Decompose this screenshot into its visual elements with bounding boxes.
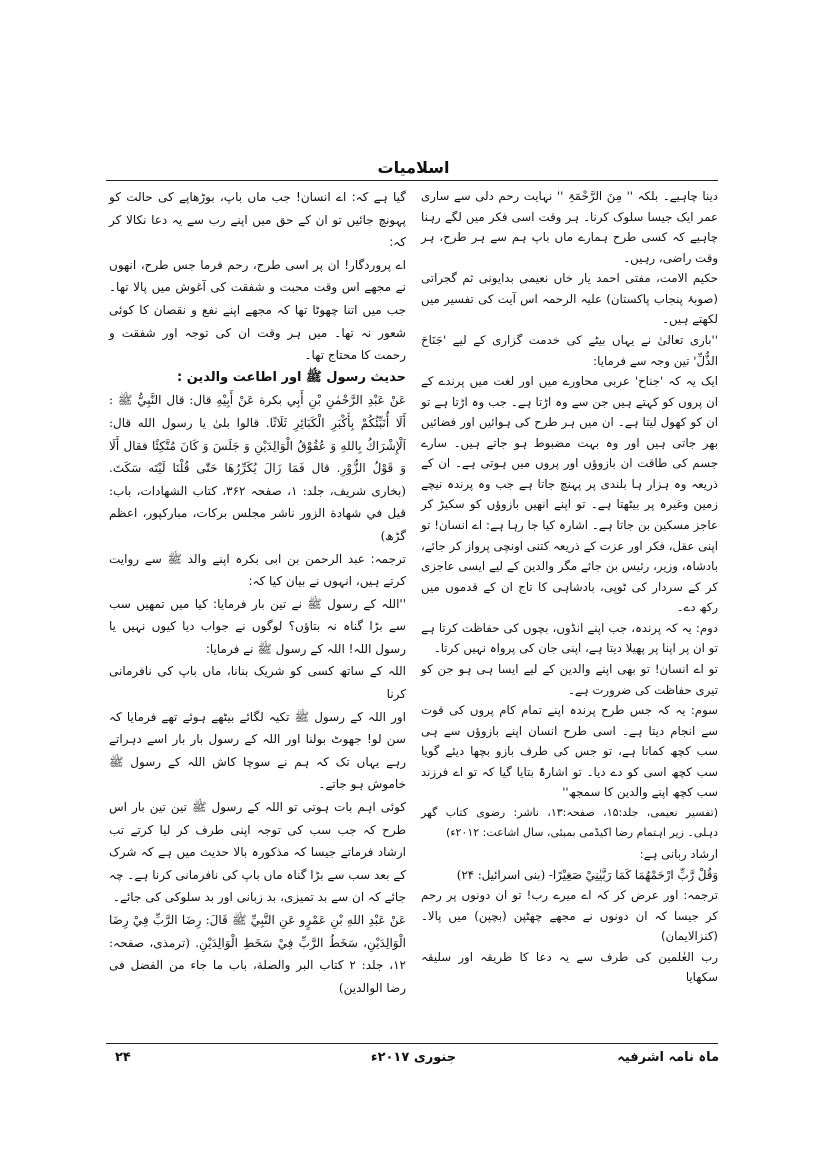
citation: (تفسیر نعیمی، جلد:۱۵، صفحہ:۱۳، ناشر: رضوی کتاب گھر دہلی۔ زیر اہتمام رضا اکیڈمی بمبئی، سال اشاعت: ۲۰۱۲ء)	[421, 805, 718, 840]
footer-rule	[106, 1043, 718, 1044]
page-number: ۲۴	[115, 1050, 131, 1065]
paragraph: اللہ کے ساتھ کسی کو شریک بنانا، ماں باپ کی نافرمانی کرنا	[109, 664, 406, 702]
paragraph: ارشاد ربانی ہے:	[639, 847, 718, 861]
paragraph: گیا ہے کہ: اے انسان! جب ماں باپ، بوڑھاپے کی حالت کو پہونچ جائیں تو ان کے حق میں اپنے رب سے یہ دعا نکالا کر کہ:	[109, 190, 406, 250]
section-title: اسلامیات	[377, 158, 450, 177]
paragraph: ترجمہ: اور عرض کر کہ اے میرے رب! تو ان دونوں پر رحم کر جیسا کہ ان دونوں نے مجھے چھٹپن (بچپن) میں پالا۔ (کنزالایمان)	[421, 888, 718, 944]
paragraph: رب العٰلمین کی طرف سے یہ دعا کا طریقہ اور سلیقہ سکھایا	[421, 949, 718, 985]
paragraph: ''اللہ کے رسول ﷺ نے تین بار فرمایا: کیا میں تمھیں سب سے بڑا گناہ نہ بتاؤں؟ لوگوں نے جواب دیا کیوں نہیں یا رسول اللہ! اللہ کے رسول ﷺ نے فرمایا:	[109, 596, 406, 656]
paragraph: حکیم الامت، مفتی احمد یار خاں نعیمی بدایونی ثم گجراتی (صوبۂ پنجاب پاکستان) علیہ الرحمہ اس آیت کی تفسیر میں لکھتے ہیں۔	[421, 271, 718, 327]
paragraph: ''باری تعالیٰ نے یہاں بیٹے کی خدمت گزاری کے لیے 'جَنَاحَ الذُّلِّ' تین وجہ سے فرمایا:	[421, 332, 718, 368]
quran-verse: وَقُلْ رَّبِّ ارْحَمْهُمَا كَمَا رَبَّيٰنِيْ صَغِيْرًا- (بنی اسرائیل: ۲۴)	[456, 867, 718, 882]
right-column	[421, 186, 718, 988]
paragraph: تو اے انسان! تو بھی اپنے والدین کے لیے ایسا ہی ہو جن کو تیری حفاظت کی ضرورت ہے۔	[421, 661, 718, 697]
paragraph: سوم: یہ کہ جس طرح پرندہ اپنے تمام کام پروں کی قوت سے انجام دیتا ہے۔ اسی طرح انسان اپنے بازوؤں سے ہی سب کچھ کماتا ہے، تو جس کی طرف بازو بچھا دیئے گویا سب کچھ اسی کو دے دیا۔ تو اشارۃً بتایا گیا کہ تو اے فرزند سب کچھ اپنے والدین کا سمجھ''	[421, 703, 718, 800]
hadith-text: عَنْ عَبْدِ اللهِ بْنِ عَمْرٍو عَنِ النَّبِيِّ ﷺ قَالَ: رِضَا الرَّبِّ فِيْ رِضَا الْوَالِدَيْنِ، سَخَطُ الرَّبِّ فِيْ سَخَطِ الْوَالِدَيْنِ. (ترمذی، صفحہ: ۱۲، جلد: ۲ كتاب البر والصلة، باب ما جاء من الفضل فى رضا الوالدين)	[109, 913, 406, 995]
hadith-text: عَنْ عَبْدِ الرَّحْمٰنِ بْنِ أَبِي بكرة عَنْ أَبِيْهِ قال: قال النَّبِيُّ ﷺ : أَلَا أُنَبِّئُكُمْ بِأَكْبَرِ الْكَبَائِرِ ثَلَاثًا. قالوا بلىٰ يا رسول الله قال: اَلْإِشْرَاكُ بِاللهِ وَ عُقُوْقُ الْوَالِدَيْنِ وَ جَلَسَ وَ كَانَ مُتَّكِئًا فقال أَلَا وَ قَوْلُ الزُّوْرِ. قال فَمَا زَالَ يُكَرِّرُهَا حَتّٰى قُلْنَا لَيْتَه سَكَتَ. (بخاری شریف، جلد: ۱، صفحہ ۳۶۲، کتاب الشهادات، باب: قيل في شهادة الزور ناشر مجلس برکات، مبارکپور، اعظم گڑھ)	[109, 393, 406, 543]
paragraph: ترجمہ: عبد الرحمن بن ابی بکرہ اپنے والد ﷺ سے روایت کرتے ہیں، انہوں نے بیان کیا کہ:	[109, 551, 406, 589]
paragraph: اے پروردگار! ان پر اسی طرح، رحم فرما جس طرح، انھوں نے مجھے اس وقت محبت و شفقت کی آغوش میں پالا تھا۔ جب میں اتنا چھوٹا تھا کہ مجھے اپنے نفع و نقصان کا کوئی شعور نہ تھا۔ میں ہر وقت ان کی توجہ اور شفقت و رحمت کا محتاج تھا۔	[109, 257, 406, 363]
paragraph: کوئی اہم بات ہوتی تو اللہ کے رسول ﷺ تین تین بار اس طرح کہ جب سب کی توجہ اپنی طرف کر لیا کرتے تب ارشاد فرماتے جیسا کہ مذکورہ بالا حدیث میں ہے کہ شرک کے بعد سب سے بڑا گناہ ماں باپ کی نافرمانی کرنا ہے۔ چہ جائے کہ ان سے بد تمیزی، بد زبانی اور بد سلوکی کی جائے۔	[109, 800, 406, 905]
paragraph: اور اللہ کے رسول ﷺ تکیہ لگائے بیٹھے ہوئے تھے فرمایا کہ سن لو! جھوٹ بولنا اور اللہ کے رسول بار بار اسے دہراتے رہے یہاں تک کہ ہم نے سوچا کاش اللہ کے رسول ﷺ خاموش ہو جاتے۔	[109, 709, 406, 792]
magazine-name: ماہ نامہ اشرفیہ	[617, 1050, 719, 1065]
section-heading: حدیث رسول ﷺ اور اطاعت والدین :	[176, 369, 406, 385]
paragraph: ایک یہ کہ 'جناح' عربی محاورے میں اور لغت میں پرندے کے ان پروں کو کہتے ہیں جن سے وہ اڑتا ہے۔ جب وہ اڑتا ہے تو ان کو کھول لیتا ہے۔ ان میں ہر طرح کی ہوائیں اور فضائیں بھر جاتی ہیں اور وہ بہت مضبوط ہو جاتے ہیں۔ سارے جسم کی طاقت ان بازوؤں اور پروں میں ہوتی ہے۔ ان کے ذریعہ وہ ہزار ہا بلندی پر پہنچ جاتا ہے جب وہ پرندہ نیچے زمین وغیرہ پر بیٹھتا ہے۔ تو اپنے انھیں بازوؤں کو سکیڑ کر عاجز مسکین بن جاتا ہے۔ اشارہ کیا جا رہا ہے: اے انسان! تو اپنی عقل، فکر اور عزت کے ذریعہ کتنی اونچی پرواز کر جائے، بادشاہ، وزیر، رئیس بن جائے مگر والدین کے لیے ایسی عاجزی کر کے سردار کی ٹوپی، بادشاہی کا تاج ان کے قدموں میں رکھ دے۔	[421, 374, 718, 615]
left-column	[109, 186, 406, 999]
paragraph: دینا چاہیے۔ بلکہ '' مِنَ الرَّحْمَۃِ '' نہایت رحم دلی سے ساری عمر ایک جیسا سلوک کرنا۔ ہر وقت اسی فکر میں لگے رہنا چاہیے کہ کسی طرح ہمارے ماں باپ ہم سے ہر طرح، ہر وقت راضی، رہیں۔	[421, 189, 718, 265]
header-rule	[106, 180, 718, 181]
issue-date: جنوری ۲۰۱۷ء	[370, 1050, 457, 1065]
paragraph: دوم: یہ کہ پرندہ، جب اپنے انڈوں، بچوں کی حفاظت کرتا ہے تو ان پر اپنا پر پھیلا دیتا ہے، اپنی جان کی پرواہ نہیں کرتا۔	[421, 620, 718, 656]
